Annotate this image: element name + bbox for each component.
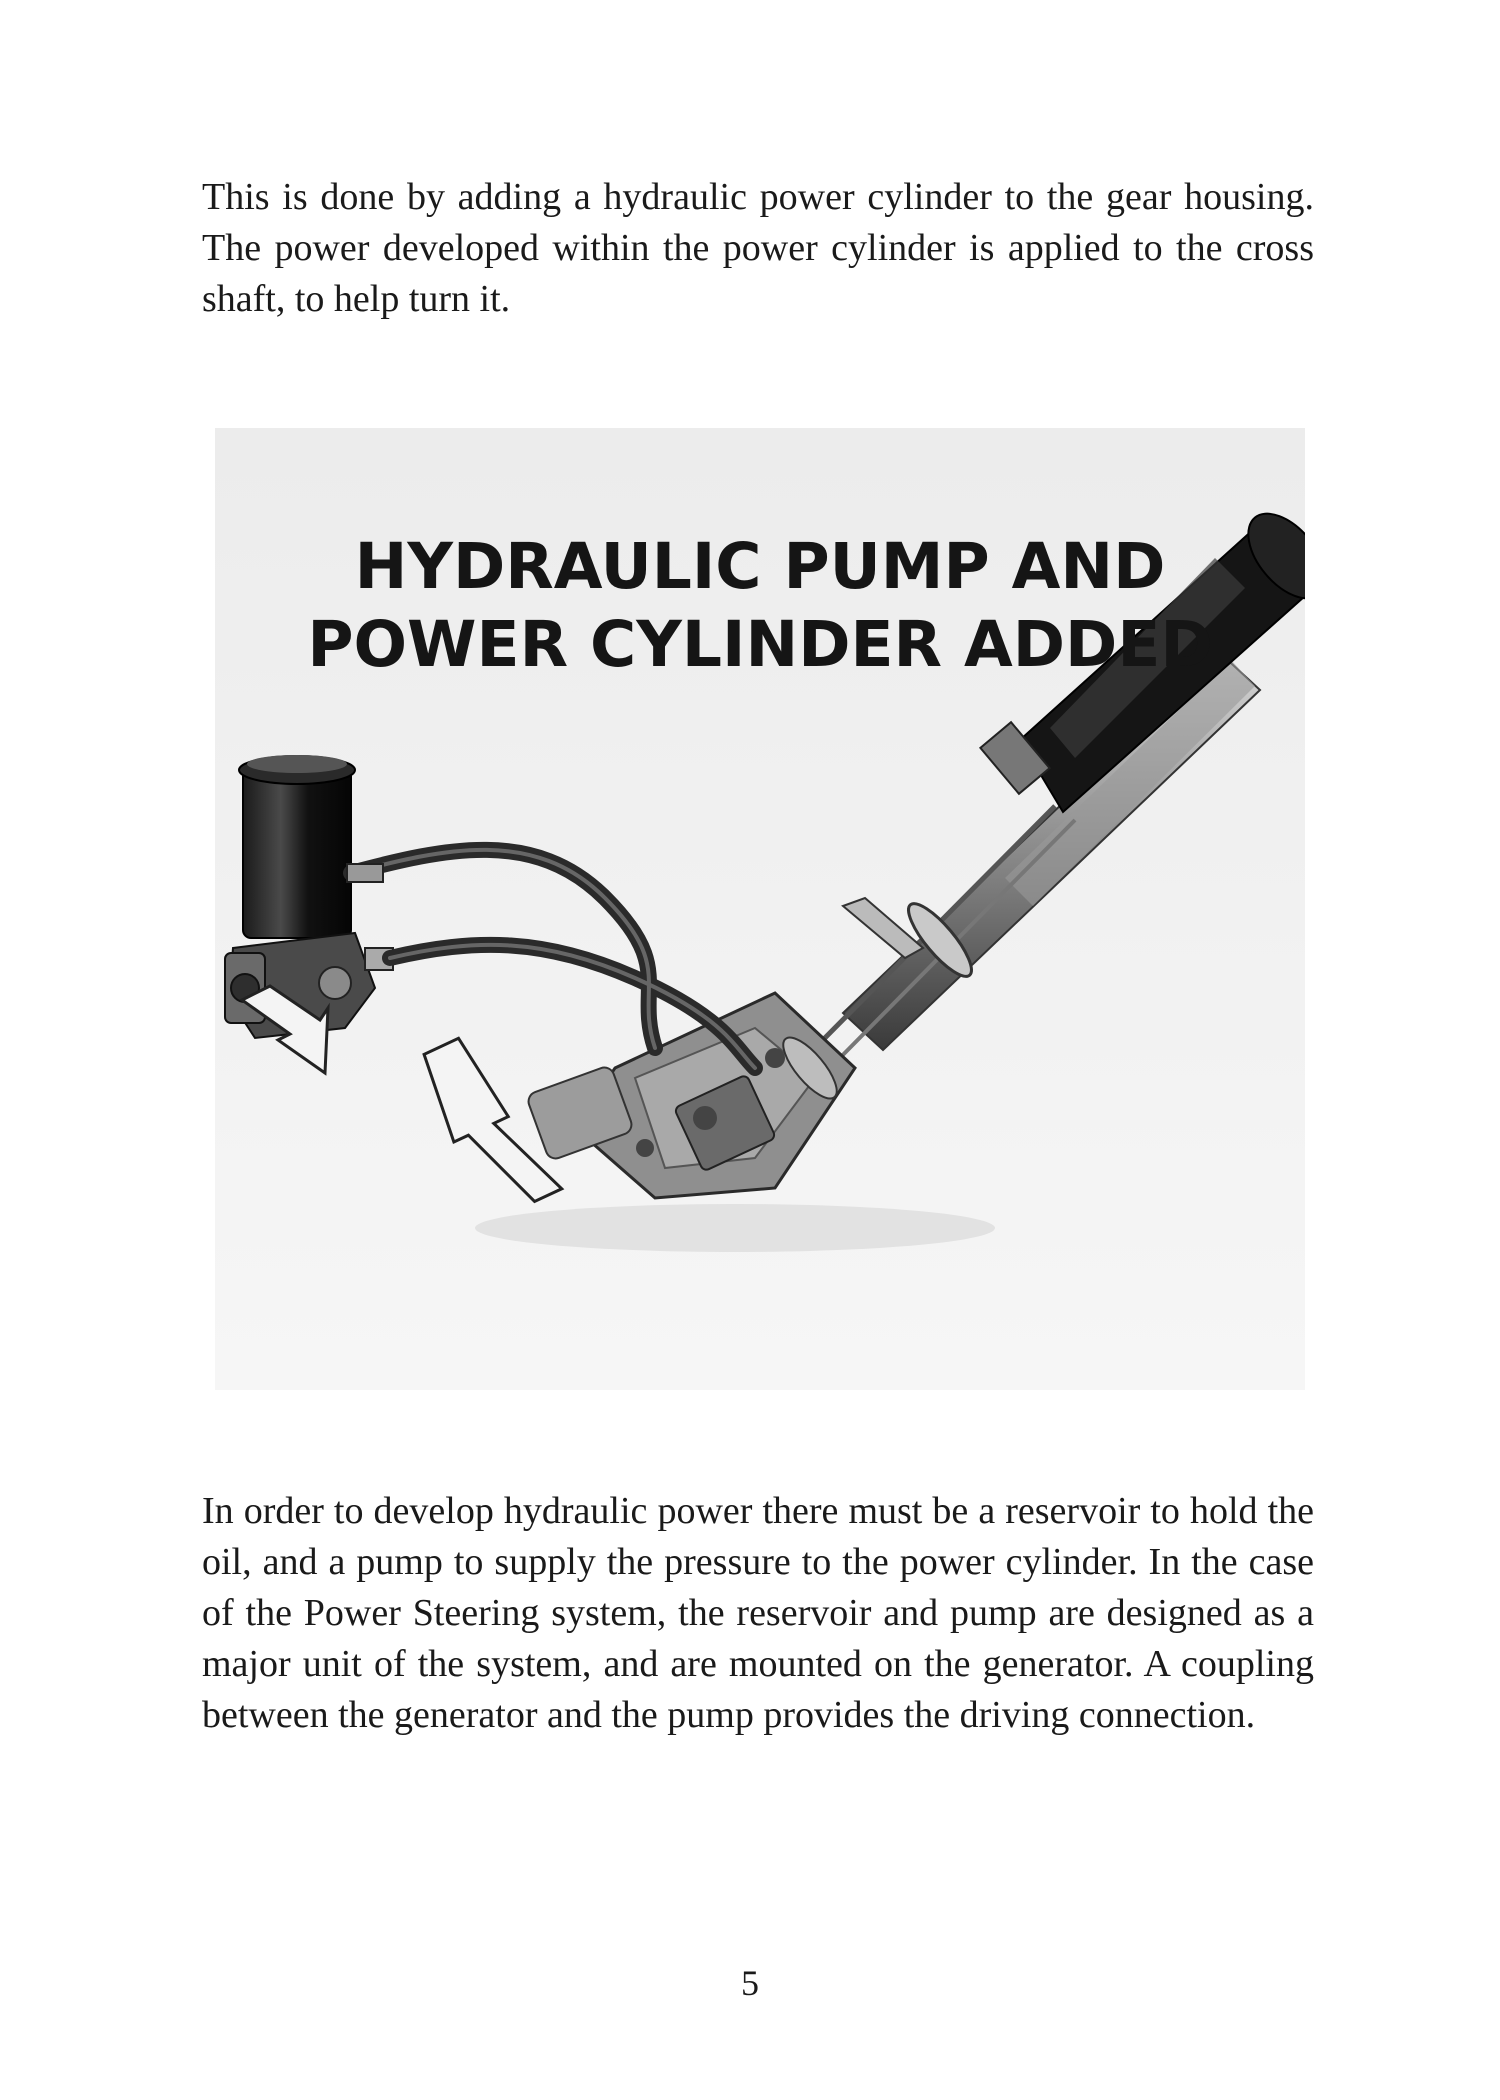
- intro-paragraph: This is done by adding a hydraulic power cylinder to the gear housing. The power developed within the power cylinder is applied to the cross shaft, to help turn it.: [202, 176, 1314, 320]
- steering-assembly-photo: [215, 428, 1305, 1390]
- photo-caption-line-1: HYDRAULIC PUMP AND: [354, 530, 1166, 603]
- reservoir-pump-paragraph: In order to develop hydraulic power there must be a reservoir to hold the oil, and a pump to supply the pressure to the power cylinder. In the case of the Power Steering system, the reservoir and pump are designed as a major unit of the system, and are mounted on the generator. A coupling between the generator and the pump provides the driving connection.: [202, 1490, 1314, 1736]
- photo-caption-line-2: POWER CYLINDER ADDED: [307, 608, 1213, 681]
- oil-reservoir: [239, 755, 355, 938]
- page-number: 5: [741, 1963, 759, 2003]
